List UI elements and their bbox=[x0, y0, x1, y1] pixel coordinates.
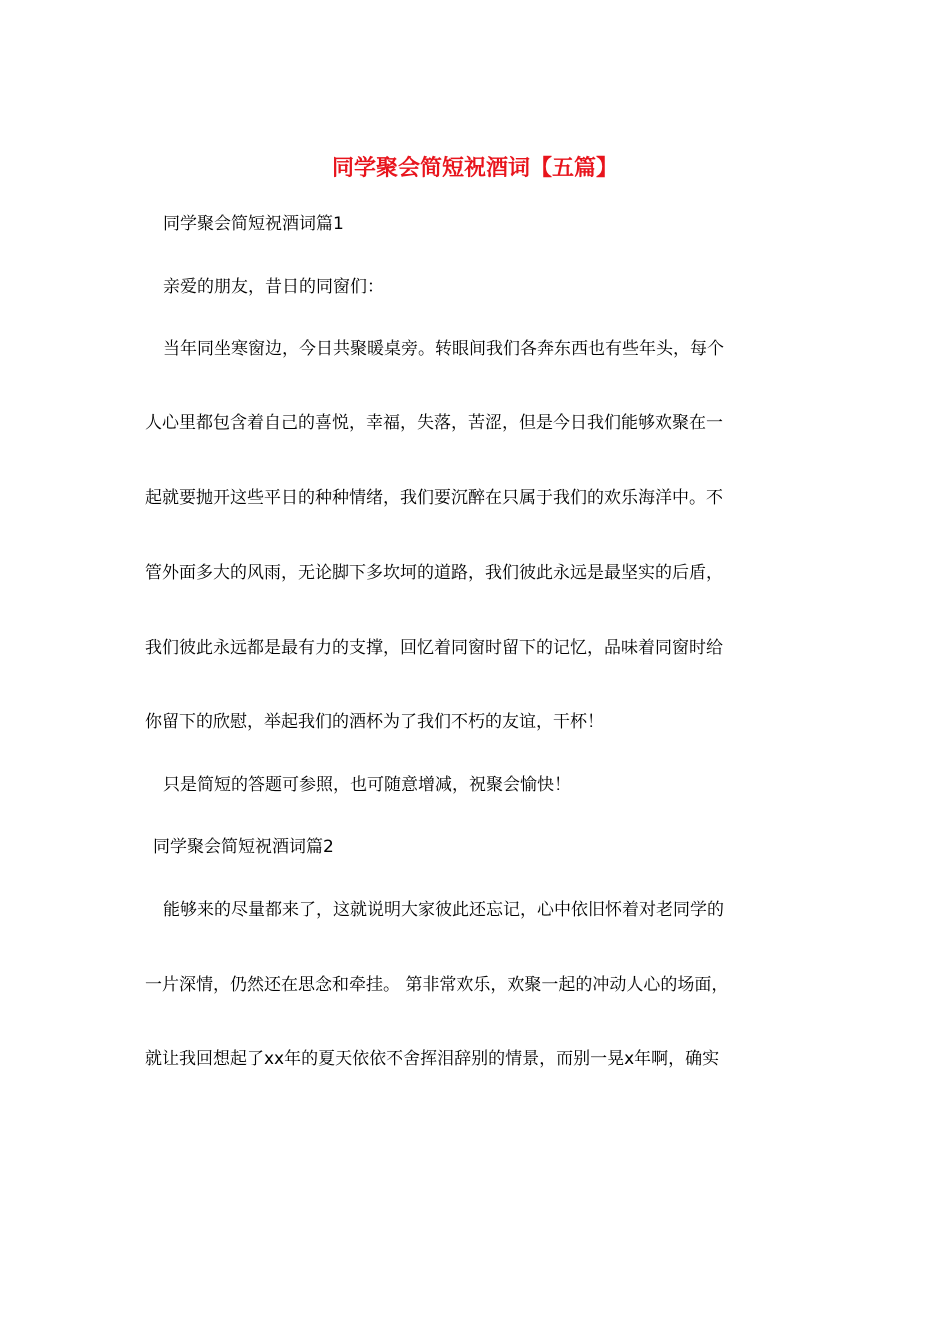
note-line: 只是简短的答题可参照，也可随意增减，祝聚会愉快！ bbox=[163, 775, 571, 795]
section-heading-2: 同学聚会简短祝酒词篇2 bbox=[153, 837, 334, 857]
paragraph-line: 管外面多大的风雨，无论脚下多坎坷的道路，我们彼此永远是最坚实的后盾， bbox=[145, 563, 723, 583]
document-title: 同学聚会简短祝酒词【五篇】 bbox=[331, 155, 618, 181]
paragraph-line: 当年同坐寒窗边，今日共聚暖桌旁。转眼间我们各奔东西也有些年头，每个 bbox=[163, 339, 724, 359]
section-heading-1: 同学聚会简短祝酒词篇1 bbox=[163, 214, 344, 234]
paragraph-line: 人心里都包含着自己的喜悦，幸福，失落，苦涩，但是今日我们能够欢聚在一 bbox=[145, 413, 723, 433]
greeting-line: 亲爱的朋友，昔日的同窗们： bbox=[163, 277, 384, 297]
paragraph-line: 我们彼此永远都是最有力的支撑，回忆着同窗时留下的记忆，品味着同窗时给 bbox=[145, 638, 723, 658]
paragraph-line: 就让我回想起了xx年的夏天依依不舍挥泪辞别的情景，而别一晃x年啊，确实 bbox=[145, 1049, 720, 1069]
paragraph-line: 起就要抛开这些平日的种种情绪，我们要沉醉在只属于我们的欢乐海洋中。不 bbox=[145, 488, 723, 508]
paragraph-line: 你留下的欣慰，举起我们的酒杯为了我们不朽的友谊，干杯！ bbox=[145, 712, 604, 732]
paragraph-line: 一片深情，仍然还在思念和牵挂。 第非常欢乐，欢聚一起的冲动人心的场面， bbox=[145, 975, 729, 995]
paragraph-line: 能够来的尽量都来了，这就说明大家彼此还忘记，心中依旧怀着对老同学的 bbox=[163, 900, 724, 920]
